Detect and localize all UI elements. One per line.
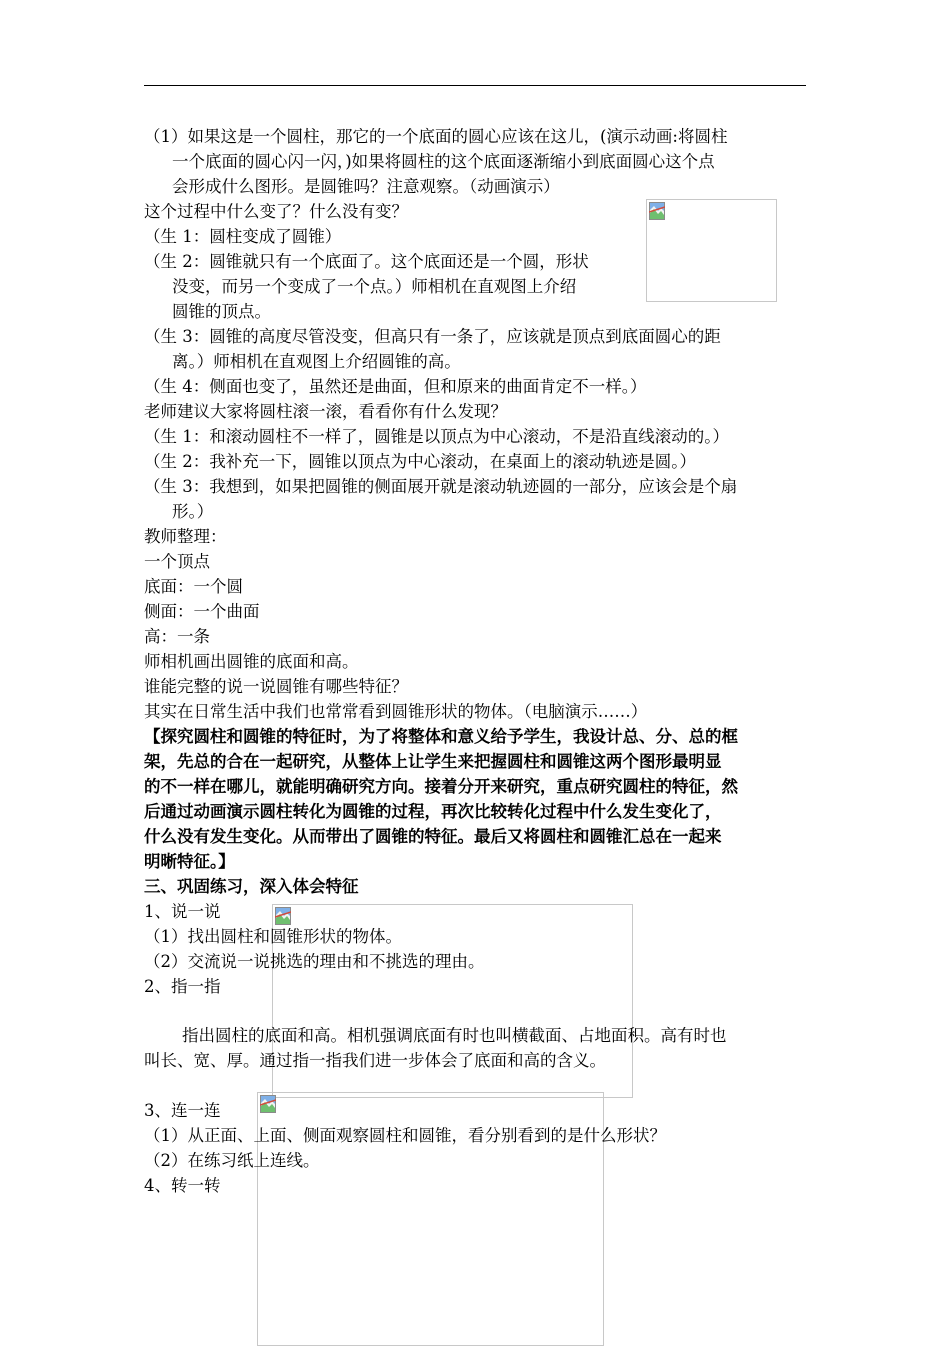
paragraph-line: （生 2：我补充一下，圆锥以顶点为中心滚动，在桌面上的滚动轨迹是圆。） (144, 452, 696, 471)
paragraph-line: 叫长、宽、厚。通过指一指我们进一步体会了底面和高的含义。 (144, 1051, 606, 1070)
paragraph-line: 老师建议大家将圆柱滚一滚，看看你有什么发现？ (144, 402, 507, 421)
paragraph-line: （2）交流说一说挑选的理由和不挑选的理由。 (144, 952, 485, 971)
exercise-title: 2、指一指 (144, 977, 221, 996)
reflection-line: 什么没有发生变化。从而带出了圆锥的特征。最后又将圆柱和圆锥汇总在一起来 (144, 827, 722, 846)
broken-image-icon (649, 202, 665, 220)
paragraph-line: 形。） (172, 502, 214, 521)
paragraph-line: （生 3：圆锥的高度尽管没变，但高只有一条了，应该就是顶点到底面圆心的距 (144, 327, 721, 346)
paragraph-line: （2）在练习纸上连线。 (144, 1151, 320, 1170)
paragraph-line: （生 1：和滚动圆柱不一样了，圆锥是以顶点为中心滚动，不是沿直线滚动的。） (144, 427, 729, 446)
exercise-title: 1、说一说 (144, 902, 221, 921)
exercise-title: 4、转一转 (144, 1176, 221, 1195)
paragraph-line: 高：一条 (144, 627, 210, 646)
section-heading: 三、巩固练习，深入体会特征 (144, 877, 359, 896)
reflection-line: 的不一样在哪儿，就能明确研究方向。接着分开来研究，重点研究圆柱的特征，然 (144, 777, 738, 796)
paragraph-line: （1）找出圆柱和圆锥形状的物体。 (144, 927, 402, 946)
image-placeholder-cone (646, 199, 777, 302)
broken-image-icon (260, 1095, 276, 1113)
paragraph-line: 指出圆柱的底面和高。相机强调底面有时也叫横截面、占地面积。高有时也 (182, 1026, 727, 1045)
paragraph-line: （1）如果这是一个圆柱，那它的一个底面的圆心应该在这儿，(演示动画:将圆柱 (144, 127, 728, 146)
paragraph-line: 底面：一个圆 (144, 577, 243, 596)
paragraph-line: 会形成什么图形。是圆锥吗？注意观察。（动画演示） (172, 177, 560, 196)
paragraph-line: 一个底面的圆心闪一闪，)如果将圆柱的这个底面逐渐缩小到底面圆心这个点 (172, 152, 715, 171)
paragraph-line: 侧面：一个曲面 (144, 602, 260, 621)
paragraph-line: 这个过程中什么变了？什么没有变？ (144, 202, 408, 221)
paragraph-line: 没变，而另一个变成了一个点。）师相机在直观图上介绍 (172, 277, 577, 296)
reflection-line: 架，先总的合在一起研究，从整体上让学生来把握圆柱和圆锥这两个图形最明显 (144, 752, 722, 771)
paragraph-line: 一个顶点 (144, 552, 210, 571)
paragraph-line: （生 4：侧面也变了，虽然还是曲面，但和原来的曲面肯定不一样。） (144, 377, 647, 396)
paragraph-line: 其实在日常生活中我们也常常看到圆锥形状的物体。（电脑演示……） (144, 702, 648, 721)
paragraph-line: 教师整理： (144, 527, 227, 546)
paragraph-line: （生 1：圆柱变成了圆锥） (144, 227, 342, 246)
paragraph-line: （生 3：我想到，如果把圆锥的侧面展开就是滚动轨迹圆的一部分，应该会是个扇 (144, 477, 738, 496)
paragraph-line: 谁能完整的说一说圆锥有哪些特征？ (144, 677, 408, 696)
paragraph-line: （生 2：圆锥就只有一个底面了。这个底面还是一个圆，形状 (144, 252, 589, 271)
reflection-line: 后通过动画演示圆柱转化为圆锥的过程，再次比较转化过程中什么发生变化了， (144, 802, 722, 821)
paragraph-line: 圆锥的顶点。 (172, 302, 271, 321)
reflection-line: 明晰特征。】 (144, 852, 235, 871)
paragraph-line: 师相机画出圆锥的底面和高。 (144, 652, 359, 671)
broken-image-icon (275, 907, 291, 925)
paragraph-line: 离。）师相机在直观图上介绍圆锥的高。 (172, 352, 461, 371)
exercise-title: 3、连一连 (144, 1101, 221, 1120)
reflection-line: 【探究圆柱和圆锥的特征时，为了将整体和意义给予学生，我设计总、分、总的框 (144, 727, 738, 746)
paragraph-line: （1）从正面、上面、侧面观察圆柱和圆锥，看分别看到的是什么形状？ (144, 1126, 666, 1145)
header-rule (144, 85, 806, 86)
